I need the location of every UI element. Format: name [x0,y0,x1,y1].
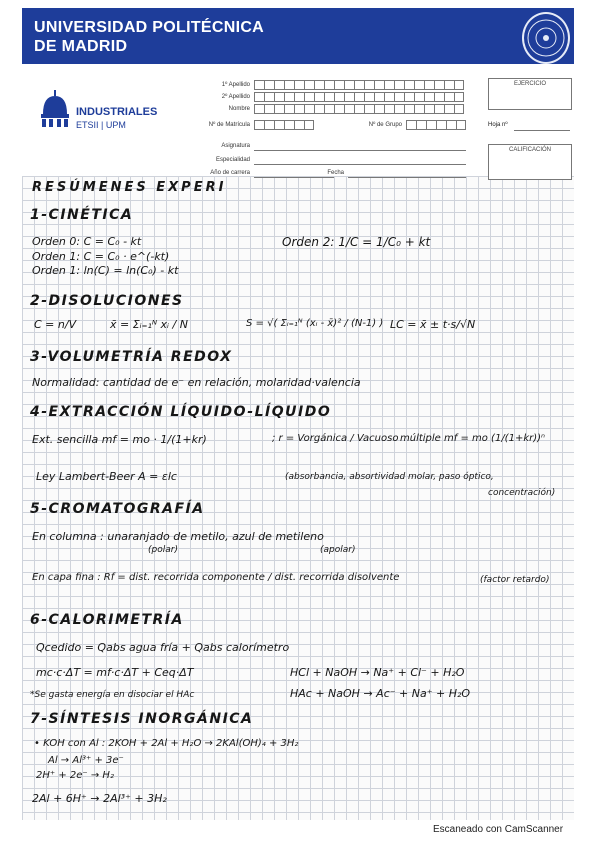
lambert-beer-law: Ley Lambert-Beer A = ɛlc [36,470,177,483]
global-reaction: 2Al + 6H⁺ → 2Al³⁺ + 3H₂ [32,792,167,805]
university-header [22,8,574,64]
matricula-boxes[interactable] [254,120,314,130]
notes-title: RESÚMENES EXPERI [32,180,227,195]
section-2-title: 2-DISOLUCIONES [30,293,184,309]
hcl-naoh-reaction: HCl + NaOH → Na⁺ + Cl⁻ + H₂O [290,666,465,679]
scanner-watermark: Escaneado con CamScanner [433,824,564,835]
kinetics-order-0: Orden 0: C = C₀ - kt [32,235,142,248]
apellido1-label: 1º Apellido [221,82,250,88]
confidence-limit-formula: LC = x̄ ± t·s/√N [390,318,476,331]
grupo-boxes[interactable] [406,120,466,130]
asignatura-line[interactable] [254,150,466,151]
especialidad-label: Especialidad [215,157,250,163]
school-name: INDUSTRIALES [76,106,158,118]
ano-carrera-label: Año de carrera [210,170,250,176]
lambert-beer-note-2: concentración) [488,488,556,498]
kinetics-order-1-log: Orden 1: ln(C) = ln(C₀) - kt [32,264,179,277]
apellido2-boxes[interactable] [254,92,464,102]
normalidad-note: Normalidad: cantidad de e⁻ en relación, molaridad·valencia [32,376,361,389]
section-1-title: 1-CINÉTICA [30,207,134,223]
hoja-label: Hoja nº [488,122,508,128]
ejercicio-label: EJERCICIO [513,81,546,87]
h-reduction: 2H⁺ + 2e⁻ → H₂ [36,770,114,781]
especialidad-line[interactable] [254,164,466,165]
dissociation-note: *Se gasta energía en disociar el HAc [30,690,195,700]
apolar-note: (apolar) [320,545,356,555]
apellido1-boxes[interactable] [254,80,464,90]
heat-equation: mc·c·ΔT = mf·c·ΔT + Ceq·ΔT [36,666,194,679]
university-name [34,18,334,56]
hac-naoh-reaction: HAc + NaOH → Ac⁻ + Na⁺ + H₂O [290,687,471,700]
university-seal-icon [522,12,570,64]
grupo-label: Nº de Grupo [368,122,402,128]
multiple-extraction: múltiple mf = mo (1/(1+kr))ⁿ [400,433,546,444]
section-6-title: 6-CALORIMETRÍA [30,612,184,628]
matricula-label: Nº de Matrícula [208,122,250,128]
calificacion-box[interactable] [488,144,572,180]
std-formula: S = √( Σᵢ₌₁ᴺ (xᵢ - x̄)² / (N-1) ) [246,318,384,329]
ejercicio-box[interactable] [488,78,572,110]
dome-icon [40,88,70,128]
nombre-boxes[interactable] [254,104,464,114]
exam-form [22,64,574,176]
fecha-line[interactable] [348,177,466,178]
koh-al-reaction: • KOH con Al : 2KOH + 2Al + H₂O → 2KAl(OH)₄ + 3H₂ [34,738,299,749]
kinetics-order-1: Orden 1: C = C₀ · e^(-kt) [32,250,170,263]
heat-balance: Qcedido = Qabs agua fría + Qabs calorímetro [36,641,290,654]
asignatura-label: Asignatura [221,143,250,149]
section-3-title: 3-VOLUMETRÍA REDOX [30,349,233,365]
ano-carrera-line[interactable] [254,177,334,178]
section-5-title: 5-CROMATOGRAFÍA [30,501,205,517]
polar-note: (polar) [148,545,178,555]
volume-ratio: ; r = Vorgánica / Vacuoso [272,433,399,444]
university-line-1: UNIVERSIDAD POLITÉCNICA [34,19,265,36]
fecha-label: Fecha [327,170,344,176]
al-oxidation: Al → Al³⁺ + 3e⁻ [48,755,124,766]
university-line-2: DE MADRID [34,38,128,55]
apellido2-label: 2º Apellido [221,94,250,100]
column-chromatography: En columna : unaranjado de metilo, azul de metileno [32,530,324,543]
retardation-factor-note: (factor retardo) [480,575,550,585]
nombre-label: Nombre [228,106,250,112]
industriales-logo [32,82,162,142]
section-7-title: 7-SÍNTESIS INORGÁNICA [30,711,254,727]
simple-extraction: Ext. sencilla mf = mo · 1/(1+kr) [32,433,207,446]
school-subtitle: ETSII | UPM [76,120,126,130]
section-4-title: 4-EXTRACCIÓN LÍQUIDO-LÍQUIDO [30,404,332,420]
lambert-beer-note: (absorbancia, absortividad molar, paso óptico, [285,472,494,482]
thin-layer-chromatography: En capa fina : Rf = dist. recorrida componente / dist. recorrida disolvente [32,572,400,583]
kinetics-order-2: Orden 2: 1/C = 1/C₀ + kt [282,235,431,249]
concentration-formula: C = n/V [34,318,77,331]
hoja-line[interactable] [514,130,570,131]
mean-formula: x̄ = Σᵢ₌₁ᴺ xᵢ / N [110,318,188,331]
calificacion-label: CALIFICACIÓN [508,147,551,153]
